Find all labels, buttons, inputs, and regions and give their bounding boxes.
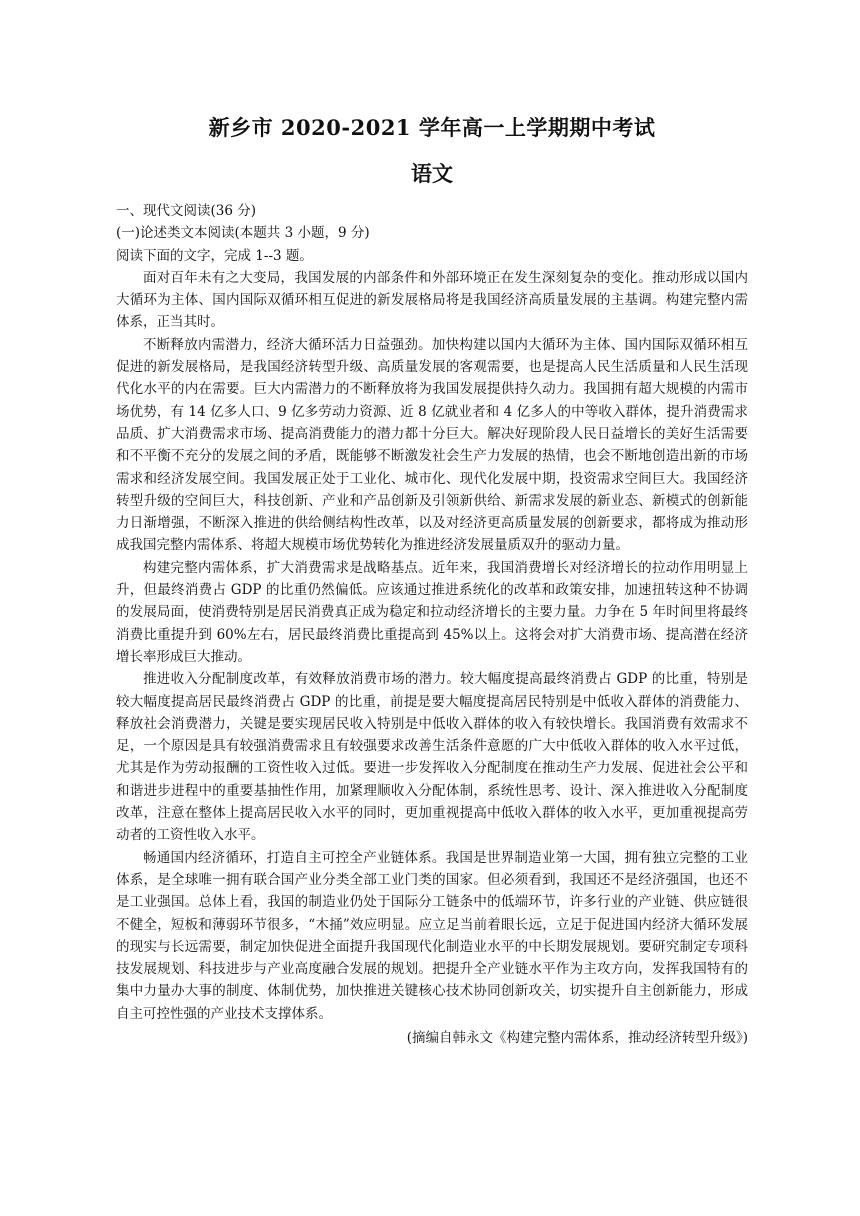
article-paragraph: 构建完整内需体系，扩大消费需求是战略基点。近年来，我国消费增长对经济增长的拉动作用明显上升，但最终消费占 GDP 的比重仍然偏低。应该通过推进系统化的改革和政策安排，加速扭转这种不协调的发展局面，使消费特别是居民消费真正成为稳定和拉动经济增长的主要力量。力争在 5 年时间里将最终消费比重提升到 60%左右，居民最终消费比重提高到 45%以上。这将会对扩大消费市场、提高潜在经济增长率形成巨大推动。: [116, 559, 748, 665]
article-paragraph: 不断释放内需潜力，经济大循环活力日益强劲。加快构建以国内大循环为主体、国内国际双循环相互促进的新发展格局，是我国经济转型升级、高质量发展的客观需要，也是提高人民生活质量和人民生活现代化水平的内在需要。巨大内需潜力的不断释放将为我国发展提供持久动力。我国拥有超大规模的内需市场优势，有 14 亿多人口、9 亿多劳动力资源、近 8 亿就业者和 4 亿多人的中等收入群体，提升消费需求品质、扩大消费需求市场、提高消费能力的潜力都十分巨大。解决好现阶段人民日益增长的美好生活需要和不平衡不充分的发展之间的矛盾，既能够不断激发社会生产力发展的热情，也会不断地创造出新的市场需求和经济发展空间。我国发展正处于工业化、城市化、现代化发展中期，投资需求空间巨大。我国经济转型升级的空间巨大，科技创新、产业和产品创新及引领新供给、新需求发展的新业态、新模式的创新能力日渐增强，不断深入推进的供给侧结构性改革，以及对经济更高质量发展的创新要求，都将成为推动形成我国完整内需体系、将超大规模市场优势转化为推进经济发展量质双升的驱动力量。: [116, 336, 748, 554]
article-source: (摘编自韩永文《构建完整内需体系，推动经济转型升级》): [406, 1029, 748, 1046]
exam-page: [116, 112, 748, 1049]
article-paragraph: 畅通国内经济循环，打造自主可控全产业链体系。我国是世界制造业第一大国，拥有独立完整的工业体系，是全球唯一拥有联合国产业分类全部工业门类的国家。但必须看到，我国还不是经济强国，也还不是工业强国。总体上看，我国的制造业仍处于国际分工链条中的低端环节，许多行业的产业链、供应链很不健全，短板和薄弱环节很多，“木捅”效应明显。应立足当前着眼长远，立足于促进国内经济大循环发展的现实与长远需要，制定加快促进全面提升我国现代化制造业水平的中长期发展规划。要研究制定专项科技发展规划、科技进步与产业高度融合发展的规划。把提升全产业链水平作为主攻方向，发挥我国特有的集中力量办大事的制度、体制优势，加快推进关键核心技术协同创新攻关，切实提升自主创新能力，形成自主可控性强的产业技术支撑体系。: [116, 849, 748, 1022]
subject-title: 语文: [411, 161, 453, 186]
exam-title: 新乡市 2020-2021 学年高一上学期期中考试: [208, 115, 656, 140]
article-paragraph: 推进收入分配制度改革，有效释放消费市场的潜力。较大幅度提高最终消费占 GDP 的比重，特别是较大幅度提高居民最终消费占 GDP 的比重，前提是要大幅度提高居民特别是中低收入群体的消费能力、释放社会消费潜力，关键是要实现居民收入特别是中低收入群体的收入有较快增长。我国消费有效需求不足，一个原因是具有较强消费需求且有较强要求改善生活条件意愿的广大中低收入群体的收入水平过低，尤其是作为劳动报酬的工资性收入过低。要进一步发挥收入分配制度在推动生产力发展、促进社会公平和和谐进步进程中的重要基抽性作用，加紧理顺收入分配体制，系统性思考、设计、深入推进收入分配制度改革，注意在整体上提高居民收入水平的同时，更加重视提高中低收入群体的收入水平，更加重视提高劳动者的工资性收入水平。: [116, 671, 748, 844]
article-paragraph: 面对百年未有之大变局，我国发展的内部条件和外部环境正在发生深刻复杂的变化。推动形成以国内大循环为主体、国内国际双循环相互促进的新发展格局将是我国经济高质量发展的主基调。构建完整内需体系，正当其时。: [116, 269, 748, 331]
section-heading: 一、现代文阅读(36 分): [116, 203, 257, 219]
section-subheading: (一)论述类文本阅读(本题共 3 小题，9 分): [116, 225, 370, 242]
reading-instruction: 阅读下面的文字，完成 1--3 题。: [116, 247, 313, 264]
